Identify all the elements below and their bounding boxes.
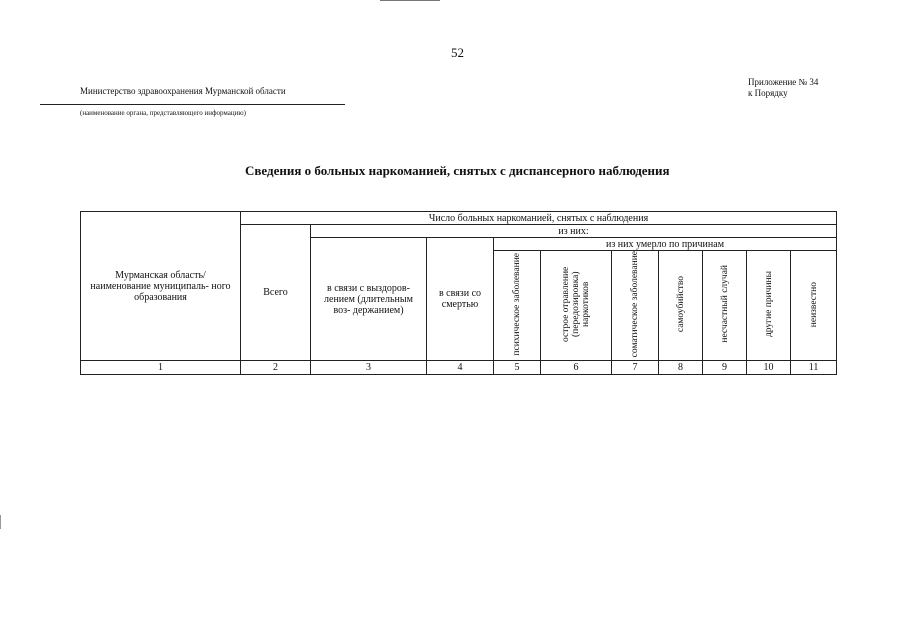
column-number: 8 [659,361,703,375]
scan-artifact-line [380,0,440,1]
cause-label: неизвестно [808,281,819,327]
cause-label: психическое заболевание [512,252,522,356]
scan-margin-mark [0,515,1,529]
header-total: Всего [241,225,311,361]
cause-label: другие причины [763,271,774,338]
header-recovery: в связи с выздоров- лением (длительным воз- держанием) [311,238,427,361]
appendix-note [748,77,818,99]
column-numbers-row [81,361,837,375]
cause-label: самоубийство [675,276,686,333]
column-number: 5 [494,361,541,375]
organization-name: Министерство здравоохранения Мурманской области [80,86,286,96]
column-number: 6 [541,361,612,375]
header-cause-unknown [791,251,837,361]
header-group: Число больных наркоманией, снятых с наблюдения [241,212,837,225]
organization-underline [40,104,345,105]
header-cause-somatic [612,251,659,361]
column-number: 10 [747,361,791,375]
page-number: 52 [451,45,464,60]
header-died-causes: из них умерло по причинам [494,238,837,251]
header-cause-overdose [541,251,612,361]
document-title: Сведения о больных наркоманией, снятых с диспансерного наблюдения [245,163,670,178]
appendix-line-2: к Порядку [748,88,788,98]
appendix-line-1: Приложение № 34 [748,77,819,87]
header-death: в связи со смертью [427,238,494,361]
header-cause-mental [494,251,541,361]
column-number: 1 [81,361,241,375]
cause-label: острое отравление (передозировка) наркотиков [561,266,591,342]
column-number: 3 [311,361,427,375]
column-number: 9 [703,361,747,375]
column-number: 11 [791,361,837,375]
column-number: 2 [241,361,311,375]
header-region: Мурманская область/ наименование муниципаль- ного образования [81,212,241,361]
cause-label: соматическое заболевание [630,251,640,358]
header-cause-suicide [659,251,703,361]
header-cause-accident [703,251,747,361]
report-table [80,211,837,375]
cause-label: несчастный случай [719,265,730,343]
column-number: 4 [427,361,494,375]
header-cause-other [747,251,791,361]
header-of-them: из них: [311,225,837,238]
column-number: 7 [612,361,659,375]
organization-caption: (наименование органа, представляющего информацию) [80,109,246,117]
